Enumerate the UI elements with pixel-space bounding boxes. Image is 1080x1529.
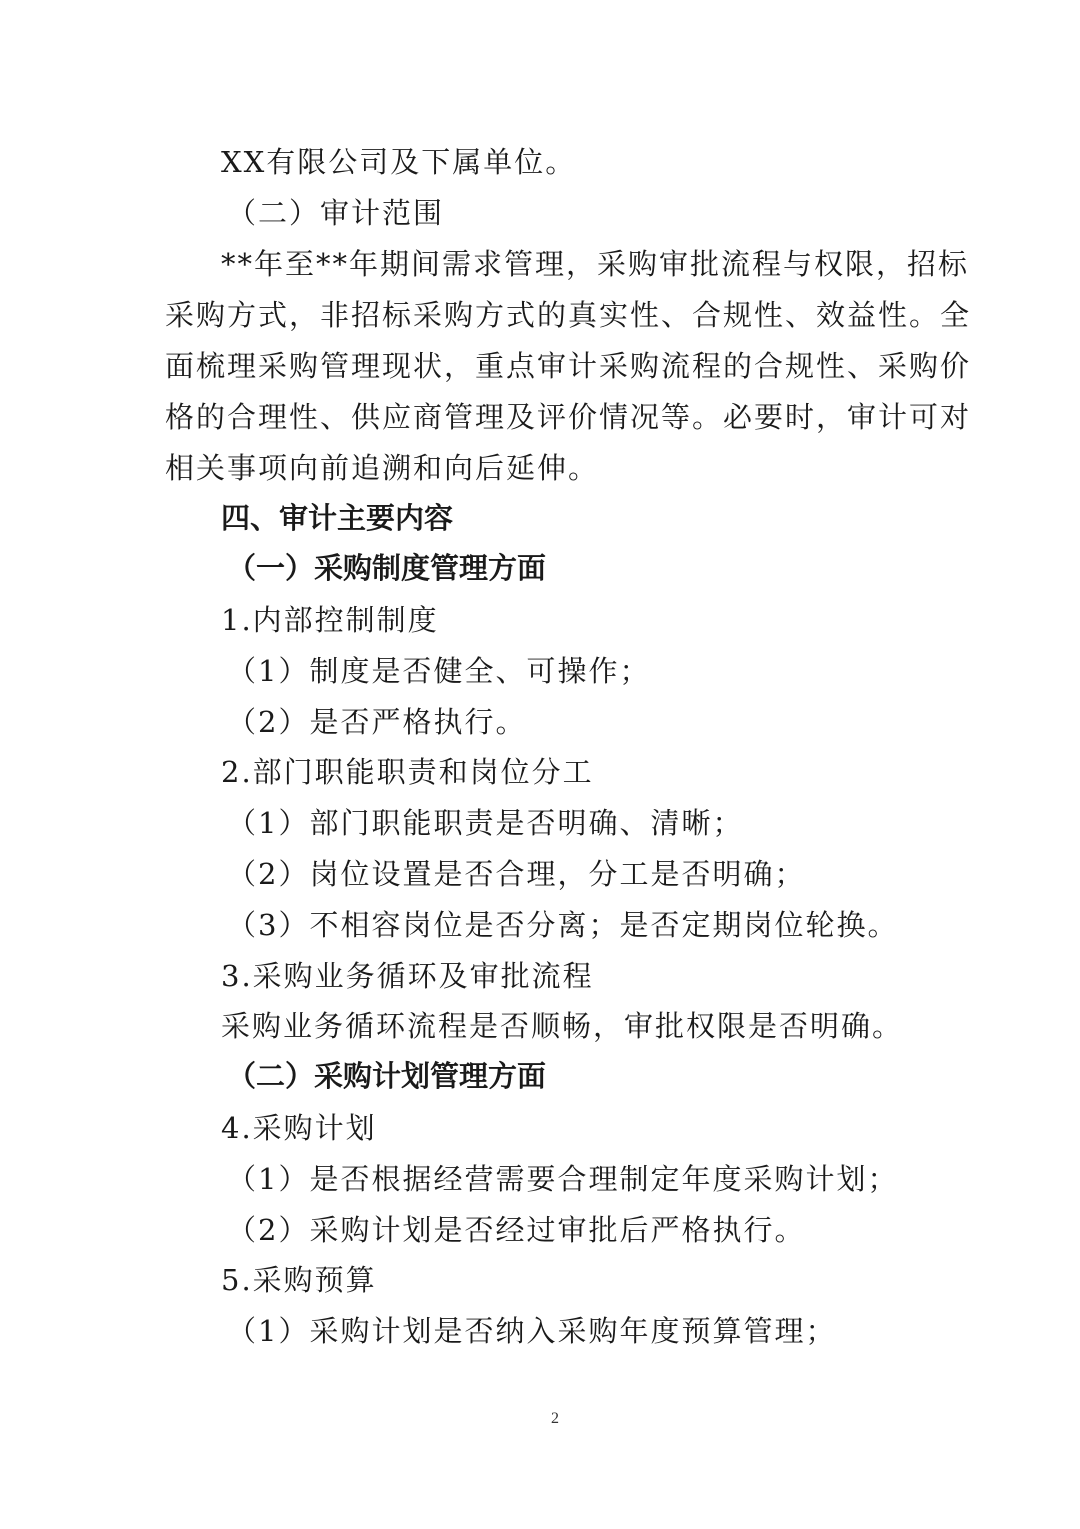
chapter-heading-main-content: 四、审计主要内容	[221, 501, 454, 535]
paragraph-line: 采购方式，非招标采购方式的真实性、合规性、效益性。全	[165, 298, 972, 332]
sub-item: （1）制度是否健全、可操作；	[227, 654, 651, 688]
sub-item: （1）采购计划是否纳入采购年度预算管理；	[227, 1314, 837, 1348]
sub-item: （1）是否根据经营需要合理制定年度采购计划；	[227, 1162, 899, 1196]
item-heading: 2.部门职能职责和岗位分工	[221, 755, 594, 789]
paragraph-line: 格的合理性、供应商管理及评价情况等。必要时，审计可对	[165, 400, 972, 434]
scope-entity-text: XX有限公司及下属单位。	[221, 145, 577, 179]
item-heading: 3.采购业务循环及审批流程	[221, 959, 594, 993]
sub-item: （2）采购计划是否经过审批后严格执行。	[227, 1213, 806, 1247]
sub-item: （1）部门职能职责是否明确、清晰；	[227, 806, 744, 840]
item-heading: 5.采购预算	[221, 1263, 377, 1297]
sub-item: （2）是否严格执行。	[227, 705, 527, 739]
item-heading: 1.内部控制制度	[221, 603, 439, 637]
section-heading-audit-scope: （二）审计范围	[227, 196, 445, 230]
paragraph-line: 面梳理采购管理现状，重点审计采购流程的合规性、采购价	[165, 349, 972, 383]
page-number: 2	[551, 1410, 559, 1427]
paragraph-line: 相关事项向前追溯和向后延伸。	[165, 451, 600, 485]
sub-item: （2）岗位设置是否合理，分工是否明确；	[227, 857, 806, 891]
item-heading: 4.采购计划	[221, 1111, 377, 1145]
section-heading-procurement-system: （一）采购制度管理方面	[227, 551, 547, 585]
paragraph-line: 采购业务循环流程是否顺畅，审批权限是否明确。	[221, 1009, 904, 1043]
paragraph-line: **年至**年期间需求管理，采购审批流程与权限，招标	[221, 247, 970, 281]
section-heading-procurement-plan: （二）采购计划管理方面	[227, 1059, 547, 1093]
sub-item: （3）不相容岗位是否分离；是否定期岗位轮换。	[227, 908, 899, 942]
